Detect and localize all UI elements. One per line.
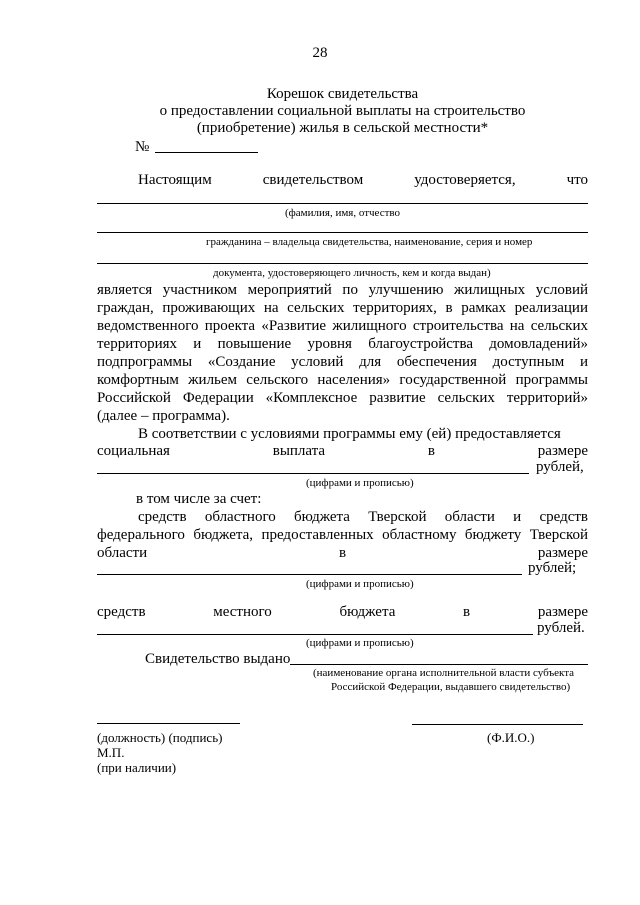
title-line-1: Корешок свидетельства <box>266 86 419 102</box>
title-line-3: (приобретение) жилья в сельской местности* <box>196 120 489 136</box>
oblast-word-2: в <box>338 545 347 561</box>
payment-line <box>97 443 588 460</box>
hint-authority-2: Российской Федерации, выдавшего свидетельство) <box>331 681 571 693</box>
hint-fio: (фамилия, имя, отчество <box>284 207 401 219</box>
document-field[interactable] <box>97 263 588 264</box>
body-line: является участником мероприятий по улучшению жилищных условий <box>97 282 588 298</box>
local-line <box>97 604 588 621</box>
signature-field-left[interactable] <box>97 723 240 724</box>
rubles-label-2: рублей; <box>528 560 577 576</box>
payment-word-3: в <box>427 443 435 459</box>
page-number: 28 <box>312 45 328 61</box>
regional-line-1: средств областного бюджета Тверской области и средств <box>138 509 588 525</box>
citizen-field[interactable] <box>97 232 588 233</box>
body-line: комфортным жильем сельского населения» государственной программы <box>97 372 588 388</box>
local-word-4: в <box>463 604 471 620</box>
regional-amount-field[interactable] <box>97 574 522 575</box>
stamp-note: (при наличии) <box>97 760 177 775</box>
hint-digits-2: (цифрами и прописью) <box>306 578 414 590</box>
oblast-word-1: области <box>97 545 148 561</box>
rubles-label-1: рублей, <box>536 459 584 475</box>
payment-word-1: социальная <box>97 443 170 459</box>
payment-word-2: выплата <box>272 443 326 459</box>
signature-field-right[interactable] <box>412 724 583 725</box>
stamp-label: М.П. <box>97 745 125 760</box>
sign-left-label: (должность) (подпись) <box>97 730 223 745</box>
sign-right-label: (Ф.И.О.) <box>487 730 535 745</box>
body-line: граждан, проживающих на сельских территориях, в рамках реализации <box>97 300 588 316</box>
number-label: № <box>135 139 150 155</box>
local-amount-field[interactable] <box>97 634 533 635</box>
certify-line <box>138 172 588 189</box>
hint-digits-1: (цифрами и прописью) <box>306 477 414 489</box>
issued-by-field[interactable] <box>290 664 588 665</box>
certify-word-2: свидетельством <box>262 172 364 188</box>
fio-field[interactable] <box>97 203 588 204</box>
issued-label: Свидетельство выдано <box>145 651 291 667</box>
hint-document: документа, удостоверяющего личность, кем и когда выдан) <box>213 267 491 279</box>
payment-word-4: размере <box>537 443 588 459</box>
local-word-5: размере <box>537 604 588 620</box>
oblast-line <box>97 545 588 562</box>
local-word-2: местного <box>213 604 272 620</box>
conditions-line: В соответствии с условиями программы ему (ей) предоставляется <box>138 426 561 442</box>
rubles-label-3: рублей. <box>537 620 585 636</box>
payment-amount-field[interactable] <box>97 473 529 474</box>
oblast-word-3: размере <box>537 545 588 561</box>
title-line-2: о предоставлении социальной выплаты на строительство <box>159 103 526 119</box>
number-field[interactable] <box>155 152 258 153</box>
body-line: территориях и повышение уровня благоустройства домовладений» <box>97 336 588 352</box>
certify-word-1: Настоящим <box>138 172 212 188</box>
hint-authority-1: (наименование органа исполнительной власти субъекта <box>313 667 575 679</box>
body-line: Российской Федерации «Комплексное развитие сельских территорий» <box>97 390 588 406</box>
certify-word-3: удостоверяется, <box>414 172 516 188</box>
local-word-1: средств <box>97 604 146 620</box>
local-word-3: бюджета <box>339 604 396 620</box>
body-line-last: (далее – программа). <box>97 408 230 424</box>
body-line: ведомственного проекта «Развитие жилищного строительства на сельских <box>97 318 588 334</box>
regional-line-2: федерального бюджета, предоставленных областному бюджету Тверской <box>97 527 588 543</box>
hint-citizen: гражданина – владельца свидетельства, наименование, серия и номер <box>206 236 533 248</box>
hint-digits-3: (цифрами и прописью) <box>306 637 414 649</box>
body-line: подпрограммы «Создание условий для обеспечения доступным и <box>97 354 588 370</box>
certify-word-4: что <box>566 172 588 188</box>
including-line: в том числе за счет: <box>136 491 262 507</box>
